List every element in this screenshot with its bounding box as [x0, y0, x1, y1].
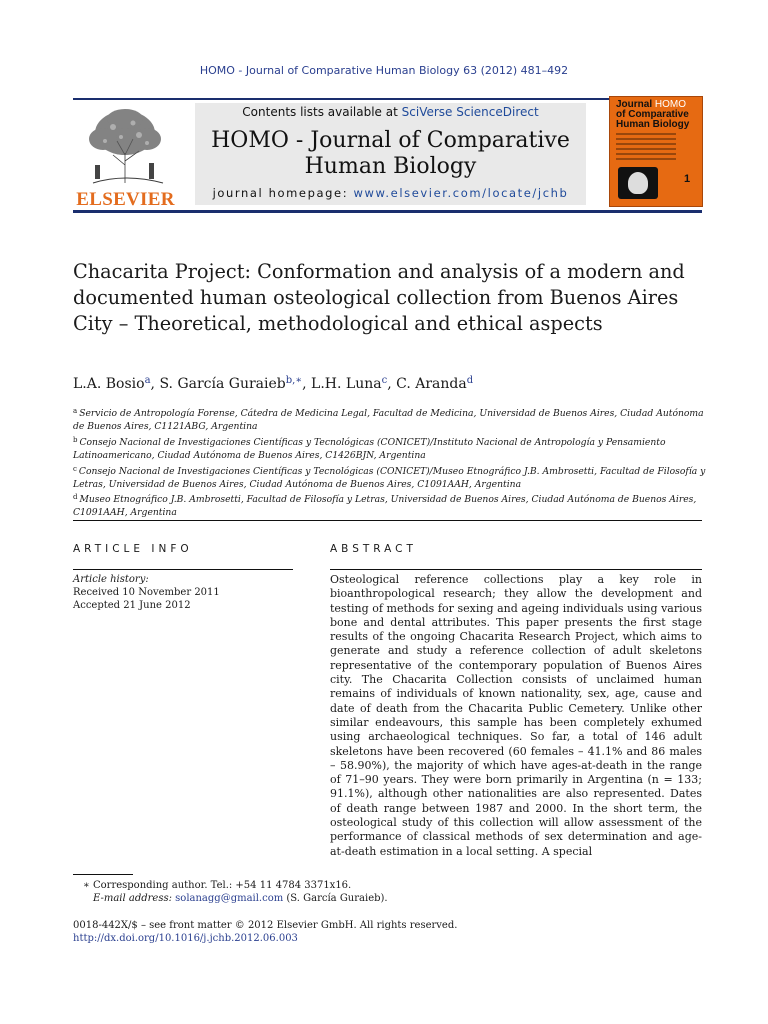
abstract-heading: ABSTRACT — [330, 543, 417, 555]
author-list: L.A. Bosio$^a$, S. García Guraieb$^{b,∗}$, L.H. Luna$^c$, C. Aranda$^d$ — [73, 375, 474, 392]
email-link[interactable]: solanagg@gmail.com — [175, 893, 284, 904]
doi-link[interactable]: http://dx.doi.org/10.1016/j.jchb.2012.06.003 — [73, 933, 298, 944]
received-date: Received 10 November 2011 — [73, 587, 220, 598]
affiliation-item: $^b$ Consejo Nacional de Investigaciones Científicas y Tecnológicas (CONICET)/Instituto Nacional de Antropología y Pensamiento Latinoamericano, Ciudad Autónoma de Buenos Aires, C1426BJN, Argentina — [73, 435, 666, 461]
author-affil-marker[interactable]: a — [144, 375, 151, 386]
skull-icon — [628, 172, 648, 194]
article-title: Chacarita Project: Conformation and analysis of a modern and documented human osteological collection from Buenos Aires City – Theoretical, methodological and ethical aspects — [73, 260, 685, 335]
copyright-block — [73, 919, 457, 945]
sciencedirect-link[interactable]: SciVerse ScienceDirect — [401, 105, 539, 119]
cover-title-line2: of Comparative — [616, 109, 689, 120]
section-separator — [73, 520, 702, 521]
contents-line — [195, 105, 586, 119]
journal-citation[interactable]: HOMO - Journal of Comparative Human Biology 63 (2012) 481–492 — [199, 64, 569, 77]
article-history — [73, 573, 220, 612]
corresponding-author-text: Corresponding author. Tel.: +54 11 4784 3371x16. — [93, 880, 352, 891]
footnote-star: ∗ — [83, 880, 90, 891]
author-affil-marker[interactable]: d — [466, 375, 474, 386]
email-owner: (S. García Guraieb). — [283, 893, 388, 904]
journal-title: HOMO - Journal of Comparative Human Biology — [211, 128, 570, 179]
footnote-rule — [73, 874, 133, 875]
article-info-heading: ARTICLE INFO — [73, 543, 193, 555]
contents-prefix: Contents lists available at — [242, 105, 402, 119]
accepted-date: Accepted 21 June 2012 — [73, 600, 191, 611]
author-name[interactable]: L.A. Bosio — [73, 376, 145, 392]
cover-title-line1: Journal HOMO — [616, 99, 687, 110]
cover-title-line3: Human Biology — [616, 119, 690, 130]
abstract-rule — [330, 569, 702, 570]
corresponding-author-footnote — [83, 879, 388, 905]
history-label: Article history: — [73, 574, 149, 585]
affiliation-item: $^a$ Servicio de Antropología Forense, Cátedra de Medicina Legal, Facultad de Medicina, Universidad de Buenos Aires, Ciudad Autónoma de Buenos Aires, C1121ABG, Argentina — [73, 407, 704, 432]
header-bottom-rule — [73, 210, 702, 213]
affiliation-item: $^c$ Consejo Nacional de Investigaciones Científicas y Tecnológicas (CONICET)/Museo Etnográfico J.B. Ambrosetti, Facultad de Filosofía y Letras, Universidad de Buenos Aires, Ciudad Autónoma de Buenos Aires, C1091AAH, Argentina — [73, 464, 706, 490]
cover-contents-lines — [616, 133, 676, 163]
header-top-rule — [73, 98, 702, 100]
homepage-link[interactable]: www.elsevier.com/locate/jchb — [353, 186, 569, 200]
article-info-rule — [73, 569, 293, 570]
author-name[interactable]: S. García Guraieb — [159, 376, 286, 392]
affiliation-item: $^d$ Museo Etnográfico J.B. Ambrosetti, Facultad de Filosofía y Letras, Universidad de Buenos Aires, Ciudad Autónoma de Buenos Aires, C1091AAH, Argentina — [73, 493, 697, 519]
elsevier-tree-logo-icon — [73, 103, 178, 187]
cover-issue-number: 1 — [684, 173, 691, 185]
journal-cover-thumbnail[interactable] — [609, 96, 703, 207]
copyright-line: 0018-442X/$ – see front matter © 2012 Elsevier GmbH. All rights reserved. — [73, 920, 458, 931]
author-affil-marker[interactable]: c — [381, 375, 388, 386]
author-name[interactable]: C. Aranda — [396, 376, 467, 392]
email-label: E-mail address: — [93, 893, 176, 904]
author-affil-marker[interactable]: b,∗ — [285, 375, 303, 386]
affiliations — [73, 405, 713, 520]
homepage-prefix: journal homepage: — [212, 186, 354, 200]
journal-homepage — [195, 186, 586, 200]
abstract-text: Osteological reference collections play a key role in bioanthropological research; they allow the development and testing of methods for sexing and ageing individuals using various bone and dental attributes. This paper presents the first stage results of the ongoing Chacarita Research Project, which aims to generate and study a reference collection of adult skeletons representative of the contemporary population of Buenos Aires city. The Chacarita Collection consists of unclaimed human remains of individuals of known nationality, sex, age, cause and date of death from the Chacarita Public Cemetery. Unlike other similar endeavours, this sample has been completely exhumed using archaeological techniques. So far, a total of 146 adult skeletons have been recovered (60 females – 41.1% and 86 males – 58.90%), the majority of which have ages-at-death in the range of 71–90 years. They were born primarily in Argentina (n = 133; 91.1%), although other nationalities are also represented. Dates of death range between 1987 and 2000. In the short term, the osteological study of this collection will allow assessment of the performance of classical methods of sex determination and age-at-death estimation in a local setting. A special — [330, 573, 702, 858]
elsevier-wordmark[interactable]: ELSEVIER — [76, 189, 175, 210]
author-name[interactable]: L.H. Luna — [311, 376, 382, 392]
